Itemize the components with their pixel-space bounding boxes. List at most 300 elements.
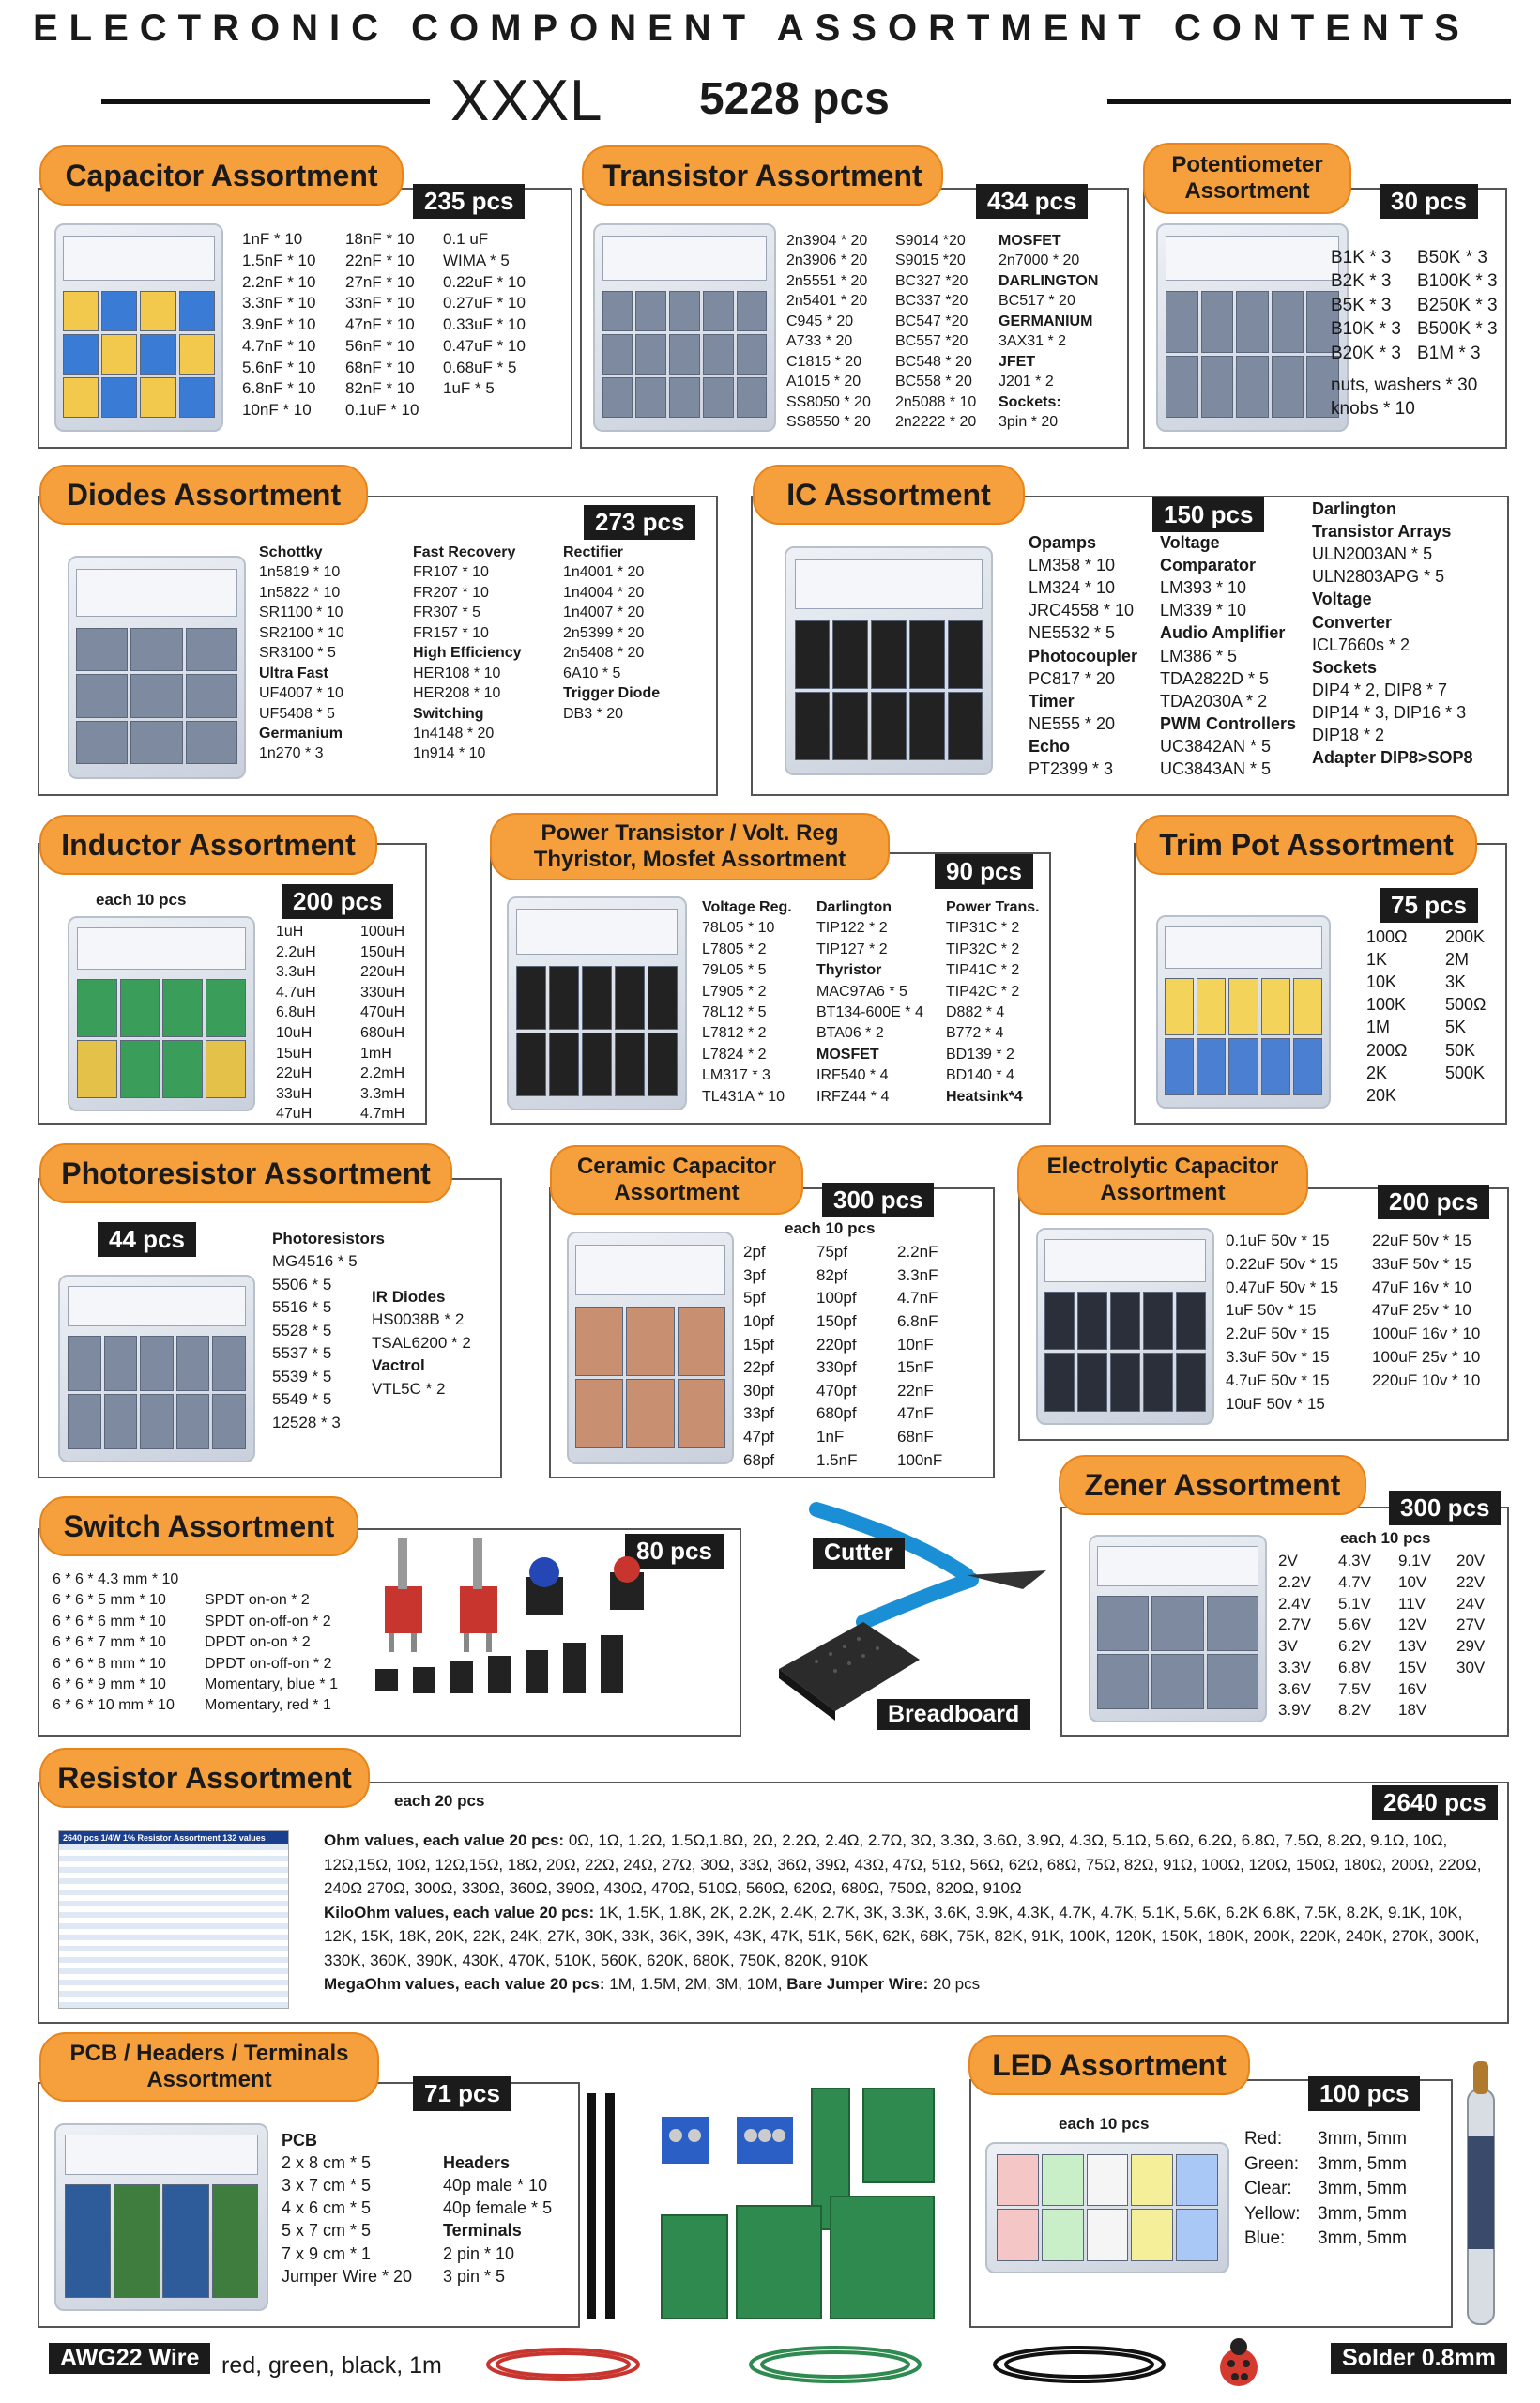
list-item: 40p female * 5 [443,2198,553,2218]
list-item: 6.8V [1338,1658,1371,1676]
list-item: 0.33uF * 10 [443,315,526,334]
list-item: HS0038B * 2 [372,1310,465,1329]
list-item: 5516 * 5 [272,1298,332,1317]
list-item [443,2129,552,2151]
potentiometer-title-line-2: Assortment [1184,178,1310,204]
list-item: 1.5nF * 10 [242,251,316,269]
list-item: 29V [1456,1637,1486,1656]
list-item: C1815 * 20 [786,353,862,370]
list-item: 22nF * 10 [345,251,415,269]
photo-count: 44 pcs [98,1222,196,1257]
list-item: TDA2822D * 5 [1160,668,1270,688]
list-item: 6.8nF * 10 [242,379,316,398]
list-item: 10K [1366,972,1397,992]
list-item: UC3842AN * 5 [1160,736,1272,756]
list-item: B2K * 3 [1331,271,1392,292]
diodes-title: Diodes Assortment [39,465,368,525]
list-item: 500Ω [1445,995,1487,1015]
list-item: BC547 *20 [895,313,968,329]
potentiometer-col-2 [1417,246,1498,365]
list-item: L7812 * 2 [702,1025,767,1042]
list-item: 3.3V [1278,1658,1311,1676]
inductor-col-2 [360,922,404,1125]
list-heading: Germanium [259,725,343,742]
list-item: 1mH [360,1045,392,1062]
toggle-switch-icon [460,1538,497,1652]
list-item: B100K * 3 [1417,271,1498,292]
transistor-col-1 [786,231,871,432]
list-item: Momentary, red * 1 [205,1697,331,1714]
diodes-col-1 [259,543,344,764]
list-item: 1n4001 * 20 [563,564,645,581]
list-item: 2pf [743,1243,766,1261]
list-item: 11V [1398,1594,1426,1613]
list-item: BC558 * 20 [895,374,972,390]
list-item: 12528 * 3 [272,1413,341,1431]
header-line-right [1107,99,1511,104]
ceramic-title-line-1: Ceramic Capacitor [576,1154,777,1180]
list-item: IRF540 * 4 [816,1067,889,1084]
power-count: 90 pcs [935,854,1033,889]
list-heading: Echo [1029,736,1071,756]
diodes-col-2 [413,543,522,764]
list-item: 2 x 8 cm * 5 [282,2153,372,2173]
list-item: 3pin * 20 [999,413,1059,430]
list-item: FR207 * 10 [413,584,489,601]
green-wire-icon [751,2348,920,2381]
list-item: 2.2uH [276,943,316,960]
wire-coils-image [460,2334,1323,2395]
list-item: 8.2V [1338,1701,1371,1720]
list-item: 30pf [743,1381,775,1400]
switch-col-1 [53,1569,178,1717]
electrolytic-col-2 [1372,1230,1480,1393]
list-heading: Adapter DIP8>SOP8 [1312,748,1473,768]
list-item: 12V [1398,1615,1427,1634]
list-item: FR157 * 10 [413,624,489,641]
list-heading: Vactrol [372,1356,425,1375]
zener-col-1 [1278,1551,1311,1722]
list-item: 22pf [743,1358,775,1377]
list-item: 15pf [743,1335,775,1354]
list-heading: Converter [1312,612,1393,632]
power-title-line-2: Thyristor, Mosfet Assortment [533,847,846,872]
list-item: 1uF * 5 [443,379,495,398]
list-item: 3mm, 5mm [1318,2203,1407,2224]
photo-box-image [58,1275,255,1462]
list-item: SR1100 * 10 [259,605,343,621]
capacitor-col-2 [345,229,419,421]
zener-col-4 [1456,1551,1485,1679]
inductor-count: 200 pcs [282,884,393,919]
ic-col-3 [1312,497,1473,769]
wire-label: AWG22 Wire [49,2343,210,2374]
list-item: 220uH [360,964,405,981]
list-item: 3.3uH [276,964,316,981]
electrolytic-title-line-2: Assortment [1100,1180,1226,1205]
ceramic-box-image [567,1232,734,1464]
list-item: 6.8uH [276,1004,316,1021]
list-item: 1uF 50v * 15 [1226,1301,1317,1320]
list-item: 13V [1398,1637,1427,1656]
list-item: 220uF 10v * 10 [1372,1370,1481,1389]
led-col-2 [1318,2127,1407,2252]
resistor-title: Resistor Assortment [39,1748,370,1808]
list-item: 5528 * 5 [272,1321,332,1339]
wire-colors: red, green, black, 1m [221,2352,442,2379]
list-heading: Headers [443,2153,511,2173]
list-item: TIP122 * 2 [816,920,888,937]
list-item: 330pf [816,1358,857,1377]
list-item: MG4516 * 5 [272,1252,358,1271]
resistor-sheet-title: 2640 pcs 1/4W 1% Resistor Assortment 132 values [59,1831,288,1844]
electrolytic-count: 200 pcs [1378,1185,1489,1219]
list-item: 3.3mH [360,1085,405,1102]
ic-title: IC Assortment [753,465,1025,525]
list-item: BD139 * 2 [946,1046,1014,1063]
list-item: 50K [1445,1040,1476,1060]
toggle-switch-icon [385,1538,422,1652]
list-item: Yellow: [1244,2203,1301,2224]
terminal-block-icon [662,2117,709,2164]
list-item: 3AX31 * 2 [999,333,1067,350]
list-item: 0.68uF * 5 [443,358,517,376]
list-item: 100nF [897,1450,943,1469]
zener-count: 300 pcs [1389,1491,1501,1525]
ceramic-title [550,1145,803,1215]
list-item: 1nF [816,1428,845,1446]
list-item: 680uH [360,1024,405,1041]
inductor-col-1 [276,922,316,1125]
list-item: UF5408 * 5 [259,705,335,722]
zener-box-image [1089,1535,1267,1722]
list-item: 2.2nF * 10 [242,272,316,291]
diodes-count: 273 pcs [584,505,695,540]
list-item: UC3843AN * 5 [1160,759,1272,779]
terminal-block-icon [737,2117,793,2164]
list-item: 2n5401 * 20 [786,293,868,310]
list-item: 500K [1445,1063,1486,1082]
list-item: J201 * 2 [999,374,1054,390]
list-item: 15nF [897,1358,934,1377]
transistor-count: 434 pcs [976,184,1088,219]
list-item: TIP42C * 2 [946,983,1020,1000]
ceramic-title-line-2: Assortment [614,1180,740,1205]
electrolytic-title [1017,1145,1308,1215]
list-item: DIP18 * 2 [1312,726,1385,745]
list-item: 6 * 6 * 10 mm * 10 [53,1697,175,1714]
power-title-line-1: Power Transistor / Volt. Reg [541,820,839,847]
list-item: BC557 *20 [895,333,968,350]
list-item: 22V [1456,1572,1486,1591]
inductor-title: Inductor Assortment [39,815,377,875]
list-item: 100uF 25v * 10 [1372,1348,1481,1367]
list-item: 5 x 7 cm * 5 [282,2221,372,2241]
total-count: 5228 pcs [699,74,890,124]
power-col-1 [702,897,792,1108]
list-item: BD140 * 4 [946,1067,1014,1084]
list-item: B1K * 3 [1331,248,1392,268]
inductor-each: each 10 pcs [96,891,187,909]
pcb-title-line-2: Assortment [146,2067,272,2092]
list-item: 6 * 6 * 4.3 mm * 10 [53,1571,179,1587]
list-item: LM339 * 10 [1160,601,1247,620]
resistor-each: each 20 pcs [394,1792,485,1810]
capacitor-col-3 [443,229,526,400]
list-item: B20K * 3 [1331,343,1401,363]
list-item: L7824 * 2 [702,1046,767,1063]
trimpot-title: Trim Pot Assortment [1136,815,1477,875]
list-item: 3mm, 5mm [1318,2153,1407,2174]
list-item: TSAL6200 * 2 [372,1333,471,1352]
list-item: B1M * 3 [1417,343,1481,363]
list-item: SPDT on-off-on * 2 [205,1613,331,1630]
list-item: 4.7uF 50v * 15 [1226,1370,1330,1389]
list-item: knobs * 10 [1331,399,1415,420]
list-heading: Ultra Fast [259,665,328,681]
list-heading: Schottky [259,544,323,560]
led-col-1 [1244,2127,1301,2252]
list-item: 5.6V [1338,1615,1371,1634]
list-item: 15uH [276,1045,313,1062]
list-item: nuts, washers * 30 [1331,375,1478,395]
page-title: ELECTRONIC COMPONENT ASSORTMENT CONTENTS [33,8,1471,49]
list-item: 78L05 * 10 [702,920,775,937]
list-item: 10V [1398,1572,1427,1591]
power-col-2 [816,897,923,1108]
list-heading: Darlington [1312,499,1396,518]
list-item: 18nF * 10 [345,230,415,248]
headers-terminals-pcb-image [582,2084,938,2328]
list-item: 5506 * 5 [272,1275,332,1293]
capacitor-col-1 [242,229,315,421]
switch-col-2 [205,1569,338,1717]
list-item: 3mm, 5mm [1318,2228,1407,2249]
list-heading: Power Trans. [946,899,1040,915]
list-item: 7 x 9 cm * 1 [282,2243,372,2263]
transistor-title: Transistor Assortment [582,145,943,206]
list-item [205,1569,338,1590]
list-heading: MOSFET [816,1046,879,1063]
list-item: 4.7nF * 10 [242,336,316,355]
mohm-label: MegaOhm values, each value 20 pcs: [324,1975,605,1993]
list-item: 200K [1445,927,1486,946]
transistor-col-2 [895,231,976,432]
list-item: 2n5088 * 10 [895,393,977,410]
list-item: TIP127 * 2 [816,941,888,957]
list-heading: Voltage [1160,533,1220,552]
list-item: L7805 * 2 [702,941,767,957]
list-item: SS8050 * 20 [786,393,871,410]
list-item: HER208 * 10 [413,685,501,702]
list-heading: Opamps [1029,533,1097,552]
ceramic-col-1 [743,1241,774,1472]
list-item: 20V [1456,1552,1486,1569]
list-item: 6 * 6 * 5 mm * 10 [53,1592,166,1609]
list-item: Jumper Wire * 20 [282,2266,413,2286]
kohm-values: 1K, 1.5K, 1.8K, 2K, 2.2K, 2.4K, 2.7K, 3K, 3.3K, 3.6K, 3.9K, 4.3K, 4.7K, 4.7K, 5.1K, 5.6K, 6.2K 6.8K, 7.5K, 8.2K, 9.1K, 10K, 12K, 15K, 18K, 20K, 22K, 24K, 27K, 30K, 33K, 36K, 39K, 43K, 47K, 51K, 56K, 62K, 68K, 75K, 82K, 91K, 100K, 120K, 150K, 180K, 200K, 220K, 240K, 270K, 300K, 330K, 360K, 390K, 430K, 470K, 510K, 560K, 620K, 680K, 750K, 820K, 910K [324,1903,1480,1969]
cutter-label: Cutter [813,1538,905,1569]
zener-col-3 [1398,1551,1431,1722]
list-item: DIP14 * 3, DIP16 * 3 [1312,702,1467,722]
resistor-count: 2640 pcs [1372,1785,1498,1820]
list-item: 4 x 6 cm * 5 [282,2198,372,2218]
list-item: 0.22uF * 10 [443,272,526,291]
list-item: BC548 * 20 [895,353,972,370]
potentiometer-count: 30 pcs [1380,184,1478,219]
list-item: 2.7V [1278,1615,1311,1634]
list-item: 0.47uF * 10 [443,336,526,355]
list-item: 47pf [743,1428,775,1446]
list-item: 10uF 50v * 15 [1226,1394,1325,1413]
list-item: 30V [1456,1658,1486,1676]
list-item: 1n270 * 3 [259,745,324,762]
push-button-red-icon [610,1556,644,1610]
jumper-value: 20 pcs [932,1975,981,1993]
list-item: 2n2222 * 20 [895,413,977,430]
list-item: 5549 * 5 [272,1390,332,1409]
list-item: BC337 *20 [895,293,968,310]
list-item: 3 x 7 cm * 5 [282,2176,372,2196]
mohm-values: 1M, 1.5M, 2M, 3M, 10M, [609,1975,783,1993]
list-item: SR2100 * 10 [259,624,344,641]
list-item: SR3100 * 5 [259,645,336,662]
list-heading: Heatsink*4 [946,1088,1023,1105]
list-item: 6 * 6 * 7 mm * 10 [53,1634,166,1651]
list-item: Red: [1244,2129,1283,2149]
list-item: 0.22uF 50v * 15 [1226,1254,1339,1273]
list-item: L7905 * 2 [702,983,767,1000]
list-item: A1015 * 20 [786,374,861,390]
list-item: 27V [1456,1615,1486,1634]
list-item: SS8550 * 20 [786,413,871,430]
list-heading: GERMANIUM [999,313,1093,329]
list-item: 2n7000 * 20 [999,253,1080,269]
list-item: Clear: [1244,2179,1292,2199]
ceramic-col-3 [897,1241,942,1472]
list-item: BC517 * 20 [999,293,1075,310]
list-item: 1K [1366,950,1388,970]
diodes-col-3 [563,543,660,724]
list-item: 3mm, 5mm [1318,2179,1407,2199]
potentiometer-title-line-1: Potentiometer [1171,152,1323,178]
list-item: 2.2V [1278,1572,1311,1591]
list-item: 47nF [897,1404,934,1423]
list-item: 2V [1278,1552,1298,1569]
ic-col-2 [1160,531,1296,780]
push-button-blue-icon [526,1557,563,1615]
list-item: 22nF [897,1381,934,1400]
list-heading: Thyristor [816,962,882,979]
list-item: 27nF * 10 [345,272,415,291]
list-item: 4.7nF [897,1289,938,1308]
list-item: 2n3904 * 20 [786,233,868,249]
list-item: 7.5V [1338,1679,1371,1698]
list-item: A733 * 20 [786,333,853,350]
list-item: 3 pin * 5 [443,2266,506,2286]
power-box-image [507,896,687,1110]
list-item: 3V [1278,1637,1298,1656]
list-heading: Darlington [816,899,892,915]
list-item: 16V [1398,1679,1427,1698]
power-title [490,813,890,880]
list-heading: Photocoupler [1029,646,1137,666]
list-heading: Comparator [1160,556,1257,575]
list-item: 1uH [276,924,304,940]
list-heading: Photoresistors [272,1230,385,1247]
ic-count: 150 pcs [1152,497,1264,532]
list-item: 3.6V [1278,1679,1311,1698]
size-label: XXXL [450,69,603,133]
list-item: 47uF 16v * 10 [1372,1278,1471,1296]
list-item: 33pf [743,1404,775,1423]
list-heading: Voltage [1312,589,1372,609]
list-item: 3pf [743,1265,766,1284]
list-heading: Rectifier [563,544,624,560]
list-item: 3mm, 5mm [1318,2129,1407,2149]
list-item: 1n4148 * 20 [413,725,495,742]
list-item: D882 * 4 [946,1003,1005,1020]
capacitor-count: 235 pcs [413,184,525,219]
transistor-col-3 [999,231,1098,432]
pcb-title [39,2032,379,2102]
list-heading: Transistor Arrays [1312,522,1452,542]
list-item: C945 * 20 [786,313,854,329]
list-item: PT2399 * 3 [1029,759,1114,779]
list-heading: Voltage Reg. [702,899,792,915]
photo-col-1 [272,1228,385,1434]
diodes-box-image [68,556,246,779]
list-item: 78L12 * 5 [702,1003,767,1020]
list-item: 2 pin * 10 [443,2243,515,2263]
list-item: NE5532 * 5 [1029,623,1116,643]
list-item: 0.1uF 50v * 15 [1226,1232,1330,1249]
list-heading: Sockets: [999,393,1061,410]
list-item: 100Ω [1366,927,1408,946]
list-heading: Trigger Diode [563,685,661,702]
list-item: 2.2mH [360,1065,405,1082]
list-item: 470pf [816,1381,857,1400]
list-item: TIP31C * 2 [946,920,1020,937]
led-each: each 10 pcs [1059,2115,1150,2133]
breadboard-label: Breadboard [877,1699,1030,1730]
zener-each: each 10 pcs [1340,1529,1431,1547]
list-item: B10K * 3 [1331,319,1401,340]
ladybug-icon [1220,2338,1258,2386]
list-item: 1n5819 * 10 [259,564,341,581]
list-item: 47uH [276,1106,313,1123]
list-item: 0.47uF 50v * 15 [1226,1278,1339,1296]
list-item: 100K [1366,995,1407,1015]
electrolytic-col-1 [1226,1230,1338,1416]
list-item: 2K [1366,1063,1388,1082]
photo-title: Photoresistor Assortment [39,1143,452,1203]
header-line-left [101,99,430,104]
list-item: ULN2803APG * 5 [1312,567,1445,587]
list-item: 2.2nF [897,1243,938,1261]
potentiometer-box-image [1156,223,1349,432]
list-item: 33uF 50v * 15 [1372,1254,1471,1273]
list-item: 33nF * 10 [345,294,415,313]
list-item: 68pf [743,1450,775,1469]
list-item: 20K [1366,1085,1397,1105]
kohm-label: KiloOhm values, each value 20 pcs: [324,1903,595,1921]
list-heading: Audio Amplifier [1160,623,1286,643]
list-item: 5539 * 5 [272,1367,332,1385]
list-item: 22uH [276,1065,313,1082]
list-item: B50K * 3 [1417,248,1487,268]
list-heading: Timer [1029,691,1075,711]
